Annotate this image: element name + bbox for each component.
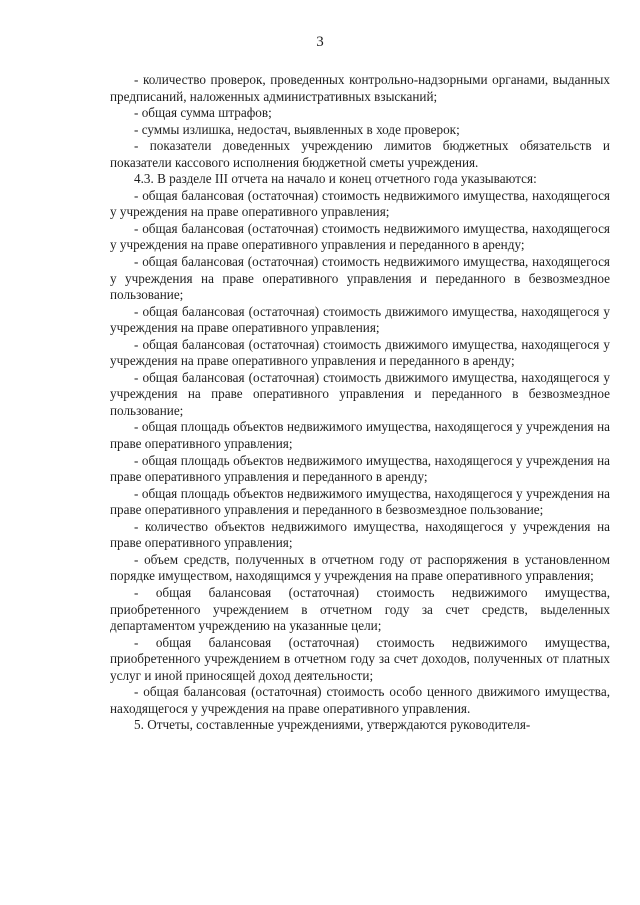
paragraph: - суммы излишка, недостач, выявленных в ходе проверок; xyxy=(134,121,460,137)
paragraph: - общая балансовая (остаточная) стоимость недвижимого имущества, приобретенного учреждением в отчетном году за счет доходов, полученных от платных услуг и иной приносящей доход деятельности; xyxy=(110,634,610,683)
paragraph: - количество объектов недвижимого имущества, находящегося у учреждения на праве оперативного управления; xyxy=(110,518,610,551)
paragraph: - общая сумма штрафов; xyxy=(134,105,272,121)
document-body xyxy=(110,72,610,734)
paragraph: - общая балансовая (остаточная) стоимость недвижимого имущества, находящегося у учреждения на праве оперативного управления и переданного в безвозмездное пользование; xyxy=(110,254,610,303)
paragraph: - общая балансовая (остаточная) стоимость особо ценного движимого имущества, находящегося у учреждения на праве оперативного управления. xyxy=(110,684,610,716)
paragraph: - общая площадь объектов недвижимого имущества, находящегося у учреждения на праве оперативного управления и переданного в аренду; xyxy=(110,452,610,485)
paragraph: - общая балансовая (остаточная) стоимость недвижимого имущества, приобретенного учреждением в отчетном году за счет средств, выделенных департаментом учреждению на указанные цели; xyxy=(110,584,610,634)
paragraph: - общая площадь объектов недвижимого имущества, находящегося у учреждения на праве оперативного управления и переданного в безвозмездное пользование; xyxy=(110,485,610,518)
page-number: 3 xyxy=(316,34,324,50)
paragraph: 4.3. В разделе III отчета на начало и конец отчетного года указываются: xyxy=(134,171,537,187)
paragraph: - объем средств, полученных в отчетном году от распоряжения в установленном порядке имуществом, находящимся у учреждения на праве оперативного управления; xyxy=(110,551,610,584)
paragraph: - общая балансовая (остаточная) стоимость движимого имущества, находящегося у учреждения на праве оперативного управления и переданного в аренду; xyxy=(110,336,610,369)
paragraph: - показатели доведенных учреждению лимитов бюджетных обязательств и показатели кассового исполнения бюджетной сметы учреждения. xyxy=(110,138,610,170)
paragraph: - общая балансовая (остаточная) стоимость движимого имущества, находящегося у учреждения на праве оперативного управления; xyxy=(110,303,610,336)
paragraph: - общая балансовая (остаточная) стоимость недвижимого имущества, находящегося у учреждения на праве оперативного управления и переданного в аренду; xyxy=(110,220,610,253)
paragraph: - общая балансовая (остаточная) стоимость движимого имущества, находящегося у учреждения на праве оперативного управления и переданного в безвозмездное пользование; xyxy=(110,369,610,418)
paragraph: - количество проверок, проведенных контрольно-надзорными органами, выданных предписаний, наложенных административных взысканий; xyxy=(110,72,610,104)
paragraph: - общая балансовая (остаточная) стоимость недвижимого имущества, находящегося у учреждения на праве оперативного управления; xyxy=(110,187,610,220)
paragraph: 5. Отчеты, составленные учреждениями, утверждаются руководителя- xyxy=(134,717,531,733)
paragraph: - общая площадь объектов недвижимого имущества, находящегося у учреждения на праве оперативного управления; xyxy=(110,419,610,452)
